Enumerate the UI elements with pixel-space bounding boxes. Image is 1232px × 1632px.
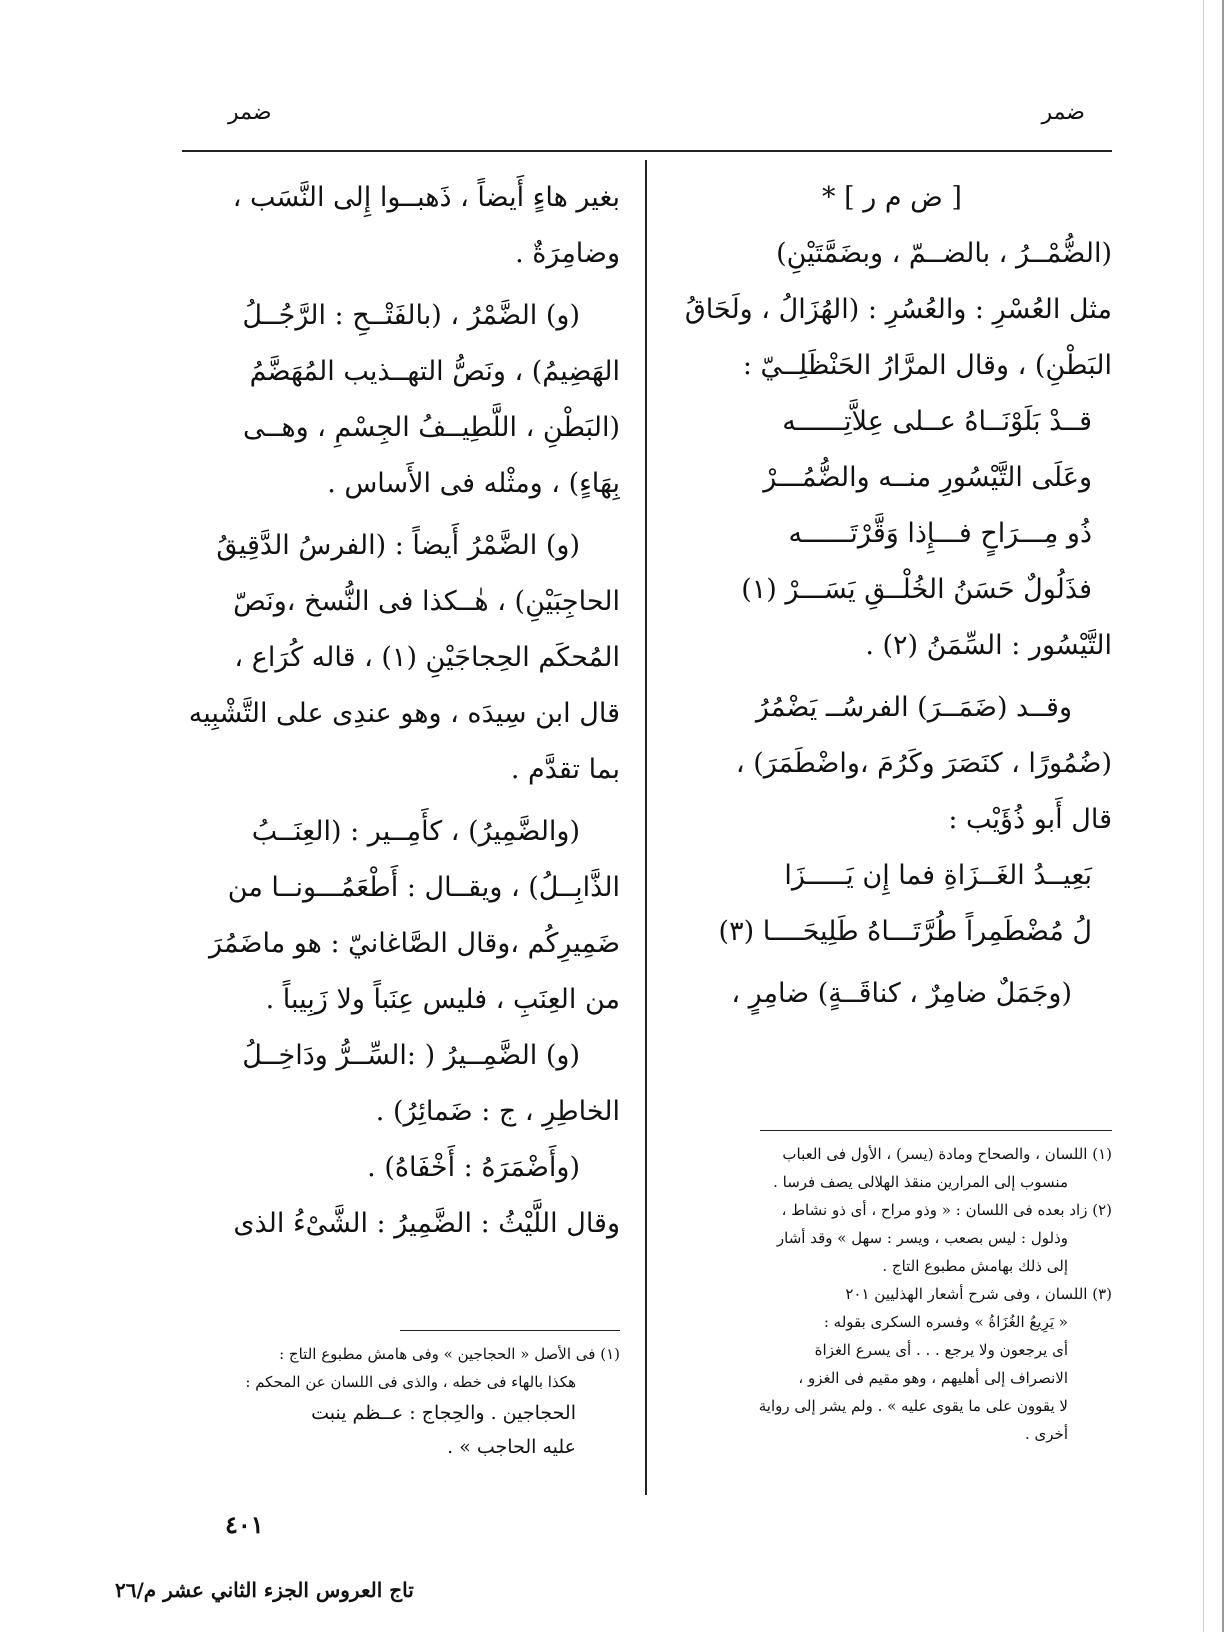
text-line: (و) الضَّمْرُ ، (بالفَتْــحِ : الرَّجُــلُ [242, 300, 580, 331]
text-line: من العِنَبِ ، فليس عِنَباً ولا زَبِيباً . [265, 984, 620, 1015]
verse-line: وعَلَى التَّيْسُورِ منــه والضُّمُـــرْ [763, 462, 1092, 493]
text-line: بما تقدَّم . [510, 754, 620, 785]
running-header-left: ضمر [228, 100, 272, 125]
verse-line: ذُو مِـــرَاحٍ فـــإِذا وَقَّرْتَــــــه [788, 518, 1092, 549]
page-edge-line [1222, 0, 1224, 1632]
text-line: وضامِرَةٌ . [515, 238, 620, 269]
text-line: البَطْنِ) ، وقال المرَّارُ الحَنْظَلِــيّ : [742, 350, 1112, 381]
text-line: الحاجِبَيْنِ) ، هٰــكذا فى النُّسخ ،ونَصّ [233, 586, 620, 617]
text-line: الذَّابِــلُ) ، ويقــال : أَطْعَمُـــونــا من [227, 872, 620, 903]
footnote-line: (١) فى الأصل « الحجاجين » وفى هامش مطبوع التاج : [279, 1345, 620, 1363]
text-line: (وجَمَلٌ ضامِرٌ ، كناقَــةٍ) ضامِرٍ ، [731, 978, 1072, 1009]
text-line: الهَضِيمُ) ، ونَصُّ التهــذيب المُهَضَّمُ [249, 356, 620, 387]
entry-root-heading: [ ض م ر ] * [822, 182, 962, 213]
footnote-line: أى يرجعون ولا يرجع . . . أى يسرع الغزاة [814, 1341, 1068, 1359]
text-line: التَّيْسُور : السِّمَنُ (٢) . [865, 630, 1112, 661]
footnote-line: وذلول : ليس بصعب ، ويسر : سهل » وقد أشار [776, 1229, 1068, 1247]
footnote-line: « يَرِيعُ الغُزَاةُ » وفسره السكرى بقوله : [823, 1313, 1068, 1331]
footnote-line: (١) اللسان ، والصحاح ومادة (يسر) ، الأول فى العباب [782, 1145, 1112, 1163]
footnote-line: هكذا بالهاء فى خطه ، والذى فى اللسان عن المحكم : [245, 1373, 576, 1391]
footnote-line: منسوب إلى المرارين منقذ الهلالى يصف فرسا . [773, 1173, 1068, 1191]
footnote-rule-right [760, 1130, 1112, 1131]
running-header-right: ضمر [1041, 100, 1085, 125]
right-column [672, 170, 1112, 1022]
text-line: (و) الضَّمْرُ أَيضاً : (الفرسُ الدَّقِيقُ [216, 530, 580, 561]
text-line: مثل العُسْرِ : والعُسُرِ : (الهُزَالُ ، ولَحَاقُ [684, 294, 1112, 325]
footnote-line: (٢) زاد بعده فى اللسان : « وذو مراح ، أى ذو نشاط ، [781, 1201, 1112, 1219]
footnote-line: الحجاجين . والحِجاج : عــظم ينبت [311, 1402, 576, 1424]
page-number: ٤٠١ [225, 1510, 264, 1539]
text-line: قال ابن سِيدَه ، وهو عندِى على التَّشْبِيه [188, 698, 620, 729]
footnote-line: (٣) اللسان ، وفى شرح أشعار الهذليين ٢٠١ [845, 1285, 1112, 1303]
footnote-line: أخرى . [1025, 1425, 1068, 1443]
text-line: (و) الضَّمِــيرُ ( :السِّــرُّ ودَاخِــلُ [242, 1040, 580, 1071]
header-rule [182, 150, 1112, 152]
footnotes-right [680, 1140, 1112, 1448]
text-line: (الضُّمْــرُ ، بالضــمّ ، وبضَمَّتَيْنِ) [776, 238, 1112, 269]
text-line: ضَمِيرِكُم ،وقال الصَّاغانيّ : هو ماضَمُرَ [209, 928, 620, 959]
footnote-rule-left [400, 1330, 620, 1331]
footnote-line: الانصراف إلى أهليهم ، وهو مقيم فى الغزو ، [798, 1369, 1068, 1387]
text-line: (ضُمُورًا ، كنَصَرَ وكَرُمَ ،واضْطَمَرَ) ، [735, 748, 1112, 779]
footer-signature: تاج العروس الجزء الثاني عشر م/٢٦ [115, 1578, 414, 1602]
verse-line: لُ مُضْطَمِراً طُرَّتَـــاهُ طَلِيحَــــا (٣) [718, 916, 1092, 947]
text-line: (وأَضْمَرَهُ : أَخْفَاهُ) . [367, 1152, 580, 1183]
verse-line: قــدْ بَلَوْنَــاهُ عــلى عِلاَّتِــــــه [782, 406, 1092, 437]
text-line: بغير هاءٍ أَيضاً ، ذَهبــوا إِلى النَّسَب ، [232, 182, 620, 213]
text-line: بِهَاءٍ) ، ومثْله فى الأَساس . [327, 468, 620, 499]
text-line: المُحكَم الحِجاجَيْنِ (١) ، قاله كُرَاع ، [234, 642, 620, 673]
footnote-line: لا يقوون على ما يقوى عليه » . ولم يشر إلى رواية [758, 1397, 1068, 1415]
text-line: قال أَبو ذُؤَيْب : [948, 804, 1112, 835]
verse-line: بَعِيــدُ الغَــزَاةِ فما إِن يَـــــزَا [784, 860, 1092, 891]
text-line: (والضَّمِيرُ) ، كأَمِــير : (العِنَــبُ [251, 816, 580, 847]
text-line: وقــد (ضَمَــرَ) الفرسُــ يَضْمُرُ [755, 692, 1072, 723]
left-column [180, 170, 620, 1252]
footnote-line: عليه الحاجب » . [447, 1436, 576, 1458]
text-line: وقال اللَّيْثُ : الضَّمِيرُ : الشَّىْءُ الذى [233, 1208, 620, 1239]
column-divider [645, 160, 647, 1495]
footnotes-left [180, 1340, 620, 1464]
text-line: (البَطْنِ ، اللَّطِيــفُ الجِسْمِ ، وهــى [243, 412, 620, 443]
text-line: الخاطِرِ ، ج : ضَمائِرُ) . [375, 1096, 620, 1127]
page-edge-line-faint [1203, 0, 1204, 1632]
verse-line: فذَلُولٌ حَسَنُ الخُلْــقِ يَسَـــرْ (١) [741, 574, 1092, 605]
footnote-line: إلى ذلك بهامش مطبوع التاج . [882, 1257, 1068, 1275]
